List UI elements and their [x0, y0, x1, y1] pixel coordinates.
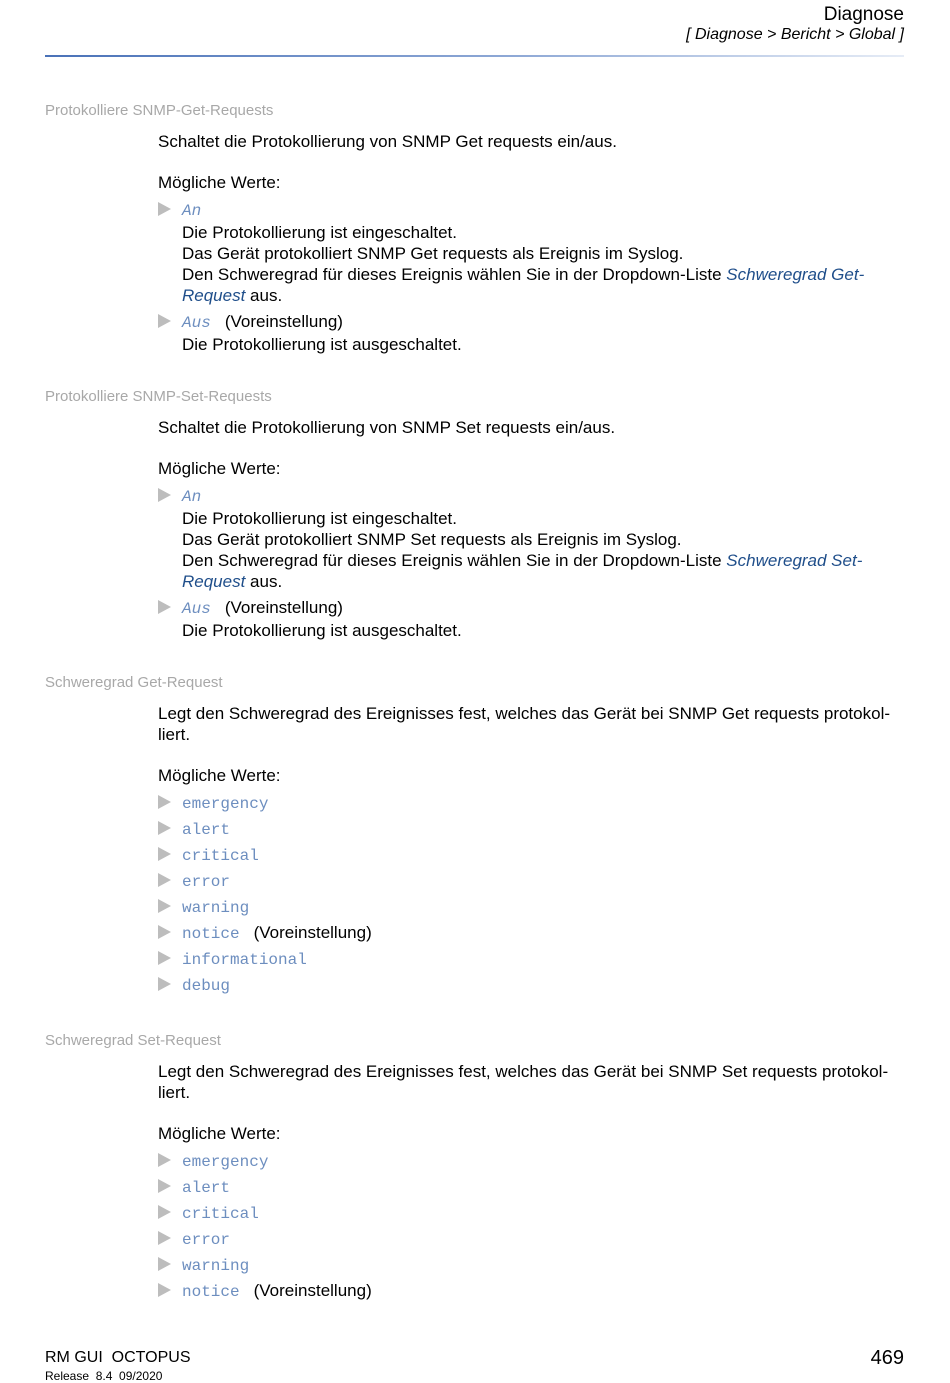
option-text: Das Gerät protokolliert SNMP Get requests als Ereignis im Syslog. — [182, 244, 684, 263]
option-value: warning — [182, 1257, 250, 1275]
list-item — [158, 1228, 906, 1254]
bullet-triangle-icon — [158, 873, 171, 887]
header-divider — [45, 55, 904, 57]
possible-values-label: Mögliche Werte: — [158, 1124, 281, 1143]
bullet-triangle-icon — [158, 1205, 171, 1219]
option-value: An — [182, 202, 202, 220]
section-title: Protokolliere SNMP-Get-Requests — [45, 102, 274, 119]
option-value: notice — [182, 1283, 240, 1301]
list-item — [158, 311, 906, 355]
option-value: notice — [182, 925, 240, 943]
possible-values-label: Mögliche Werte: — [158, 459, 281, 478]
option-value: informational — [182, 951, 307, 969]
list-item — [158, 1254, 906, 1280]
option-value: debug — [182, 977, 231, 995]
section-body — [158, 417, 906, 641]
section-title: Schweregrad Set-Request — [45, 1032, 221, 1049]
page-header-title: Diagnose — [823, 4, 904, 25]
bullet-triangle-icon — [158, 847, 171, 861]
list-item — [158, 1202, 906, 1228]
option-value: Aus — [182, 600, 211, 618]
bullet-triangle-icon — [158, 977, 171, 991]
section-title: Protokolliere SNMP-Set-Requests — [45, 388, 272, 405]
section-body — [158, 1061, 906, 1306]
page-number: 469 — [870, 1347, 904, 1369]
option-text: Die Protokollierung ist eingeschaltet. — [182, 223, 457, 242]
option-value: warning — [182, 899, 250, 917]
section-title: Schweregrad Get-Request — [45, 674, 223, 691]
option-value: An — [182, 488, 202, 506]
bullet-triangle-icon — [158, 899, 171, 913]
list-item — [158, 948, 906, 974]
option-value: critical — [182, 1205, 259, 1223]
description-line: liert. — [158, 725, 191, 744]
bullet-triangle-icon — [158, 202, 171, 216]
options-list — [158, 199, 906, 355]
option-value: error — [182, 873, 231, 891]
list-item — [158, 1280, 906, 1306]
dropdown-link[interactable]: Schweregrad Set- — [726, 551, 863, 570]
description-line: Legt den Schweregrad des Ereignisses fest, welches das Gerät bei SNMP Set requests protokol- — [158, 1062, 889, 1081]
description: Schaltet die Protokollierung von SNMP Set requests ein/aus. — [158, 418, 616, 437]
description-line: Legt den Schweregrad des Ereignisses fest, welches das Gerät bei SNMP Get requests protokol- — [158, 704, 891, 723]
list-item — [158, 974, 906, 1000]
bullet-triangle-icon — [158, 951, 171, 965]
list-item — [158, 818, 906, 844]
bullet-triangle-icon — [158, 795, 171, 809]
option-text: Den Schweregrad für dieses Ereignis wählen Sie in der Dropdown-Liste — [182, 551, 727, 570]
option-text: Die Protokollierung ist ausgeschaltet. — [182, 335, 462, 354]
bullet-triangle-icon — [158, 600, 171, 614]
default-marker: (Voreinstellung) — [253, 923, 372, 942]
list-item — [158, 1150, 906, 1176]
option-text: aus. — [245, 572, 283, 591]
section-body — [158, 131, 906, 355]
options-list — [158, 1150, 906, 1306]
option-value: alert — [182, 1179, 231, 1197]
options-list — [158, 792, 906, 1000]
bullet-triangle-icon — [158, 1257, 171, 1271]
bullet-triangle-icon — [158, 1179, 171, 1193]
default-marker: (Voreinstellung) — [224, 598, 343, 617]
possible-values-label: Mögliche Werte: — [158, 173, 281, 192]
option-text: Die Protokollierung ist ausgeschaltet. — [182, 621, 462, 640]
option-value: error — [182, 1231, 231, 1249]
option-text: Die Protokollierung ist eingeschaltet. — [182, 509, 457, 528]
possible-values-label: Mögliche Werte: — [158, 766, 281, 785]
list-item — [158, 844, 906, 870]
option-value: Aus — [182, 314, 211, 332]
list-item — [158, 896, 906, 922]
default-marker: (Voreinstellung) — [253, 1281, 372, 1300]
list-item — [158, 485, 906, 592]
option-text: Den Schweregrad für dieses Ereignis wählen Sie in der Dropdown-Liste — [182, 265, 727, 284]
description: Schaltet die Protokollierung von SNMP Get requests ein/aus. — [158, 132, 617, 151]
description — [158, 1061, 906, 1103]
footer-product: RM GUI OCTOPUS — [45, 1349, 191, 1366]
bullet-triangle-icon — [158, 314, 171, 328]
bullet-triangle-icon — [158, 1153, 171, 1167]
option-value: alert — [182, 821, 231, 839]
option-value: emergency — [182, 1153, 269, 1171]
list-item — [158, 922, 906, 948]
bullet-triangle-icon — [158, 1283, 171, 1297]
options-list — [158, 485, 906, 641]
breadcrumb: [ Diagnose > Bericht > Global ] — [686, 26, 904, 43]
list-item — [158, 1176, 906, 1202]
list-item — [158, 792, 906, 818]
list-item — [158, 597, 906, 641]
default-marker: (Voreinstellung) — [224, 312, 343, 331]
dropdown-link[interactable]: Request — [182, 286, 246, 305]
section-body — [158, 703, 906, 1000]
dropdown-link[interactable]: Schweregrad Get- — [726, 265, 865, 284]
bullet-triangle-icon — [158, 821, 171, 835]
option-value: emergency — [182, 795, 269, 813]
footer-release: Release 8.4 09/2020 — [45, 1369, 163, 1383]
bullet-triangle-icon — [158, 1231, 171, 1245]
option-text: aus. — [245, 286, 283, 305]
description — [158, 703, 906, 745]
option-value: critical — [182, 847, 259, 865]
description-line: liert. — [158, 1083, 191, 1102]
dropdown-link[interactable]: Request — [182, 572, 246, 591]
option-text: Das Gerät protokolliert SNMP Set requests als Ereignis im Syslog. — [182, 530, 682, 549]
list-item — [158, 870, 906, 896]
bullet-triangle-icon — [158, 488, 171, 502]
list-item — [158, 199, 906, 306]
bullet-triangle-icon — [158, 925, 171, 939]
